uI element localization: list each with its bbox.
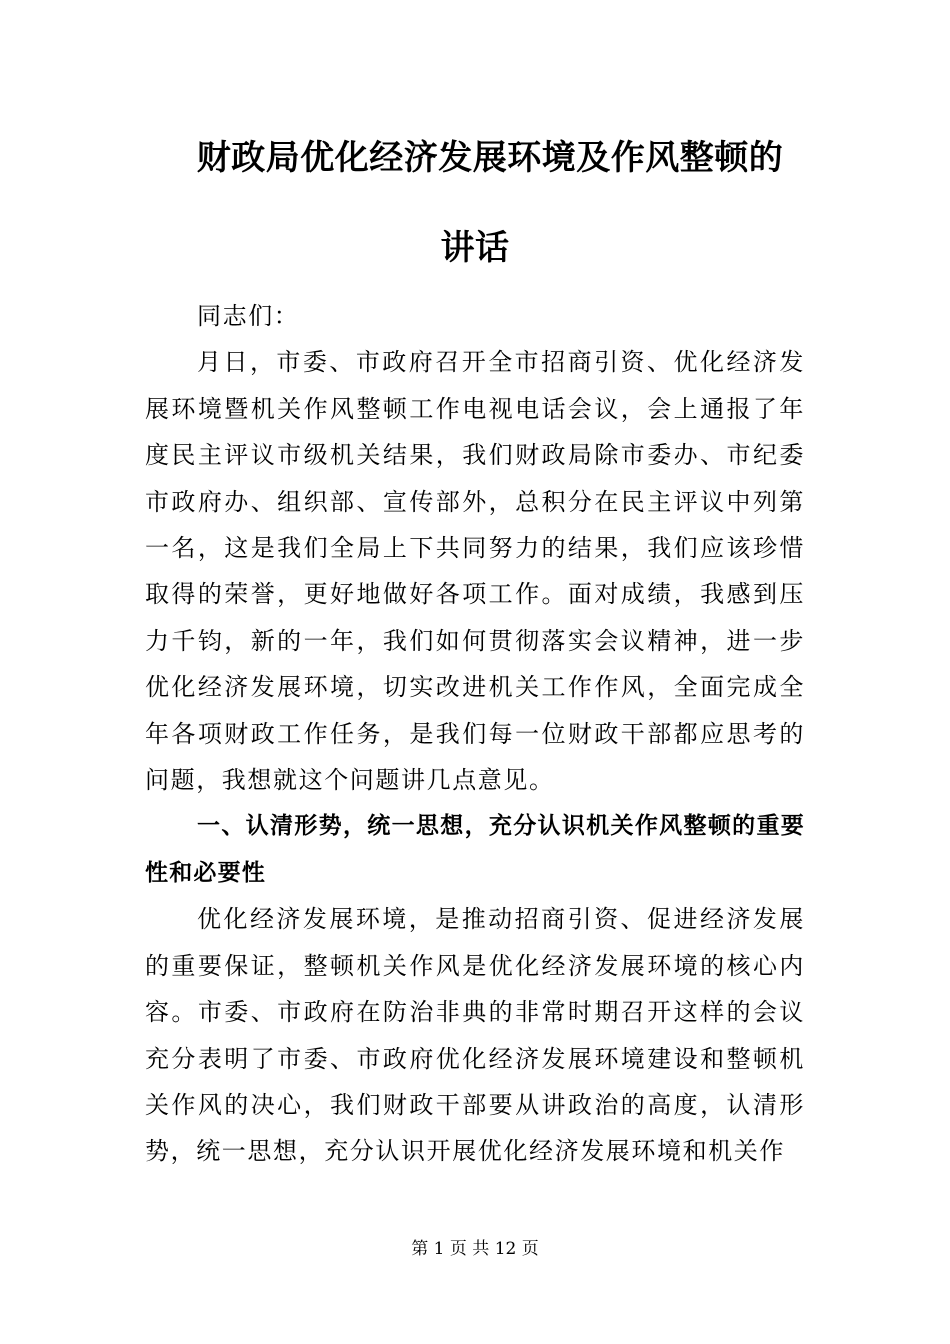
paragraph-2: 优化经济发展环境，是推动招商引资、促进经济发展的重要保证，整顿机关作风是优化经济发展环境的核心内容。市委、市政府在防治非典的非常时期召开这样的会议充分表明了市委、市政府优化经济发展环境建设和整顿机关作风的决心，我们财政干部要从讲政治的高度，认清形势，统一思想，充分认识开展优化经济发展环境和机关作 bbox=[145, 905, 805, 1166]
document-title-line2: 讲话 bbox=[440, 228, 510, 268]
document-body bbox=[145, 293, 805, 1175]
section-heading-1: 一、认清形势，统一思想，充分认识机关作风整顿的重要性和必要性 bbox=[145, 813, 805, 886]
paragraph-1: 月日，市委、市政府召开全市招商引资、优化经济发展环境暨机关作风整顿工作电视电话会议，会上通报了年度民主评议市级机关结果，我们财政局除市委办、市纪委市政府办、组织部、宣传部外，总积分在民主评议中列第一名，这是我们全局上下共同努力的结果，我们应该珍惜取得的荣誉，更好地做好各项工作。面对成绩，我感到压力千钧，新的一年，我们如何贯彻落实会议精神，进一步优化经济发展环境，切实改进机关工作作风，全面完成全年各项财政工作任务，是我们每一位财政干部都应思考的问题，我想就这个问题讲几点意见。 bbox=[145, 348, 805, 795]
salutation: 同志们： bbox=[197, 302, 300, 330]
document-title-line1: 财政局优化经济发展环境及作风整顿的 bbox=[196, 138, 784, 178]
page-number-footer: 第 1 页 共 12 页 bbox=[411, 1239, 539, 1259]
